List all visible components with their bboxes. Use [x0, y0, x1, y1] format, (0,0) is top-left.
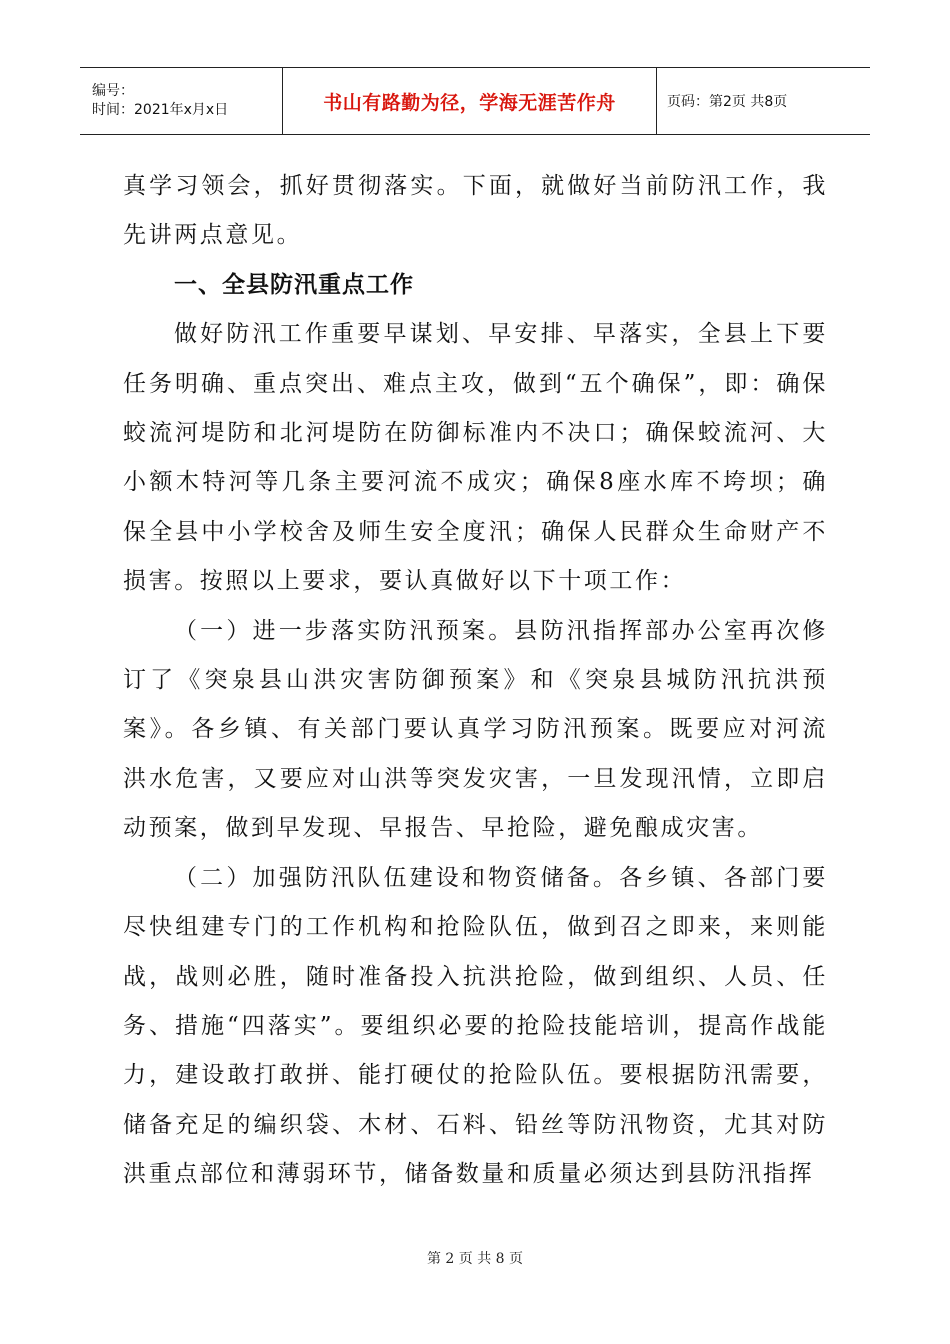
paragraph-continuation: 真学习领会，抓好贯彻落实。下面，就做好当前防汛工作，我先讲两点意见。 [123, 173, 828, 249]
document-number-label: 编号： [92, 83, 134, 99]
paragraph-item-2: （二）加强防汛队伍建设和物资储备。各乡镇、各部门要尽快组建专门的工作机构和抢险队伍，做到召之即来，来则能战，战则必胜，随时准备投入抗洪抢险，做到组织、人员、任务、措施“四落实”。要组织必要的抢险技能培训，提高作战能力，建设敢打敢拼、能打硬仗的抢险队伍。要根据防汛需要，储备充足的编织袋、木材、石料、铅丝等防汛物资，尤其对防洪重点部位和薄弱环节，储备数量和质量必须达到县防汛指挥 [123, 864, 828, 1188]
header-motto: 书山有路勤为径，学海无涯苦作舟 [323, 91, 616, 114]
header-motto-cell [282, 68, 657, 134]
document-time-label: 时间：2021年x月x日 [92, 102, 229, 118]
paragraph-five-ensures: 做好防汛工作重要早谋划、早安排、早落实，全县上下要任务明确、重点突出、难点主攻，做到“五个确保”，即：确保蛟流河堤防和北河堤防在防御标准内不决口；确保蛟流河、大小额木特河等几条主要河流不成灾；确保8座水库不垮坝；确保全县中小学校舍及师生安全度汛；确保人民群众生命财产不损害。按照以上要求，要认真做好以下十项工作： [123, 321, 828, 595]
header-meta [80, 68, 282, 134]
section-heading: 一、全县防汛重点工作 [174, 271, 414, 298]
header-page-info: 页码：第2页 共8页 [667, 94, 788, 110]
page-footer: 第 2 页 共 8 页 [426, 1251, 524, 1267]
document-body [123, 162, 828, 1200]
page-header [80, 67, 870, 135]
header-page-info-cell [657, 68, 870, 134]
paragraph-item-1: （一）进一步落实防汛预案。县防汛指挥部办公室再次修订了《突泉县山洪灾害防御预案》和《突泉县城防汛抗洪预案》。各乡镇、有关部门要认真学习防汛预案。既要应对河流洪水危害，又要应对山洪等突发灾害，一旦发现汛情，立即启动预案，做到早发现、早报告、早抢险，避免酿成灾害。 [123, 617, 828, 842]
